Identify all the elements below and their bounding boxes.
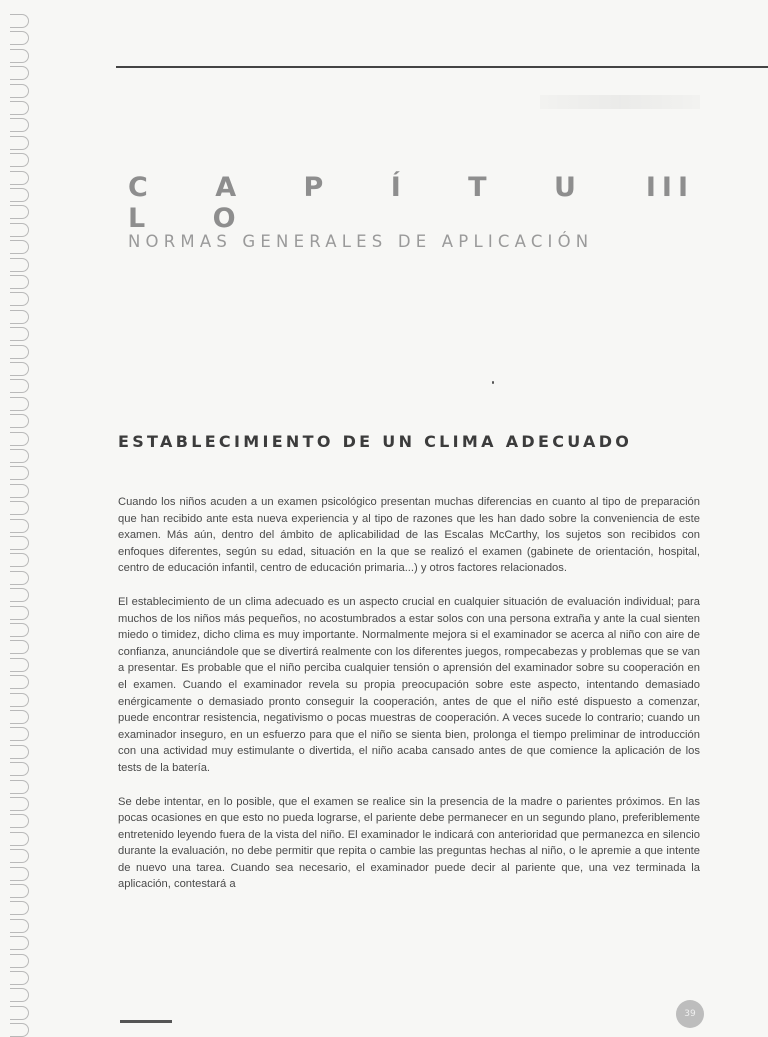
body-text	[118, 494, 700, 910]
bleed-through-mark	[540, 95, 700, 109]
binding-ring	[10, 397, 29, 411]
binding-ring	[10, 118, 29, 132]
chapter-number: III	[645, 172, 694, 203]
binding-ring	[10, 223, 29, 237]
binding-ring	[10, 727, 29, 741]
binding-ring	[10, 14, 29, 28]
binding-ring	[10, 466, 29, 480]
binding-ring	[10, 275, 29, 289]
binding-ring	[10, 988, 29, 1002]
binding-ring	[10, 675, 29, 689]
binding-ring	[10, 936, 29, 950]
binding-ring	[10, 84, 29, 98]
binding-ring	[10, 571, 29, 585]
binding-ring	[10, 205, 29, 219]
binding-ring	[10, 379, 29, 393]
chapter-title: NORMAS GENERALES DE APLICACIÓN	[128, 232, 594, 251]
binding-ring	[10, 188, 29, 202]
binding-ring	[10, 66, 29, 80]
chapter-heading	[128, 172, 694, 234]
spiral-binding	[0, 0, 40, 1024]
binding-ring	[10, 606, 29, 620]
header-rule	[116, 66, 768, 68]
binding-ring	[10, 588, 29, 602]
binding-ring	[10, 101, 29, 115]
paragraph: Cuando los niños acuden a un examen psicológico presentan muchas diferencias en cuanto al tipo de preparación que han recibido ante esta nueva experiencia y al tipo de razones que les han dado sobre la conveniencia de este examen. Más aún, dentro del ámbito de aplicabilidad de las Escalas McCarthy, los sujetos son recibidos con enfoques diferentes, según su edad, situación en la que se realizó el examen (gabinete de orientación, hospital, centro de educación infantil, centro de educación primaria...) y otros factores relacionados.	[118, 496, 700, 575]
binding-ring	[10, 849, 29, 863]
binding-ring	[10, 136, 29, 150]
binding-ring	[10, 762, 29, 776]
binding-ring	[10, 327, 29, 341]
binding-ring	[10, 449, 29, 463]
binding-ring	[10, 49, 29, 63]
binding-ring	[10, 623, 29, 637]
binding-ring	[10, 901, 29, 915]
binding-ring	[10, 867, 29, 881]
binding-ring	[10, 432, 29, 446]
binding-ring	[10, 414, 29, 428]
binding-ring	[10, 693, 29, 707]
binding-ring	[10, 553, 29, 567]
binding-ring	[10, 954, 29, 968]
binding-ring	[10, 536, 29, 550]
binding-ring	[10, 640, 29, 654]
binding-ring	[10, 171, 29, 185]
binding-ring	[10, 780, 29, 794]
binding-ring	[10, 310, 29, 324]
binding-ring	[10, 362, 29, 376]
binding-ring	[10, 884, 29, 898]
binding-ring	[10, 919, 29, 933]
binding-ring	[10, 658, 29, 672]
binding-ring	[10, 1006, 29, 1020]
binding-ring	[10, 710, 29, 724]
paragraph: Se debe intentar, en lo posible, que el examen se realice sin la presencia de la madre o parientes próximos. En las pocas ocasiones en que esto no pueda lograrse, el pariente debe permanecer en un segundo plano, preferiblemente entretenido leyendo fuera de la vista del niño. El examinador le indicará con anterioridad que permanezca en silencio durante la evaluación, no debe permitir que repita o cambie las preguntas hechas al niño, o le apremie a que intente de nuevo una tarea. Cuando sea necesario, el examinador puede decir al pariente que, una vez terminada la aplicación, contestará a	[118, 795, 700, 891]
binding-ring	[10, 519, 29, 533]
binding-ring	[10, 971, 29, 985]
page-number: 39	[676, 1000, 704, 1028]
scan-speck	[492, 381, 494, 384]
paragraph: El establecimiento de un clima adecuado es un aspecto crucial en cualquier situación de evaluación individual; para muchos de los niños más pequeños, no acostumbrados a estar solos con una persona extraña y ante la cual sienten miedo o timidez, dicho clima es muy importante. Normalmente mejora si el examinador se acerca al niño con aire de confianza, anunciándole que se divertirá realmente con los diferentes juegos, rompecabezas y problemas que se van a presentar. Es probable que el niño perciba cualquier tensión o aprensión del examinador sobre su cooperación en el examen. Cuando el examinador revela su propia preocupación sobre este aspecto, intentando demasiado enérgicamente o demasiado pronto conseguir la cooperación, antes de que el niño esté dispuesto a comenzar, puede encontrar resistencia, negativismo o pocas muestras de cooperación. A veces sucede lo contrario; cuando un examinador inseguro, en un esfuerzo para que el niño se sienta bien, prolonga el tiempo preliminar de introducción con una actividad muy estimulante o divertida, el niño acaba cansado antes de que comience la aplicación de los tests de la batería.	[118, 595, 700, 774]
binding-ring	[10, 258, 29, 272]
binding-ring	[10, 832, 29, 846]
binding-ring	[10, 153, 29, 167]
binding-ring	[10, 814, 29, 828]
footer-rule	[120, 1020, 172, 1023]
chapter-label: C A P Í T U L O	[128, 172, 605, 234]
binding-ring	[10, 484, 29, 498]
binding-ring	[10, 345, 29, 359]
binding-ring	[10, 501, 29, 515]
binding-ring	[10, 292, 29, 306]
binding-ring	[10, 1023, 29, 1037]
binding-ring	[10, 31, 29, 45]
section-heading: ESTABLECIMIENTO DE UN CLIMA ADECUADO	[118, 432, 633, 451]
binding-ring	[10, 797, 29, 811]
binding-ring	[10, 745, 29, 759]
binding-ring	[10, 240, 29, 254]
